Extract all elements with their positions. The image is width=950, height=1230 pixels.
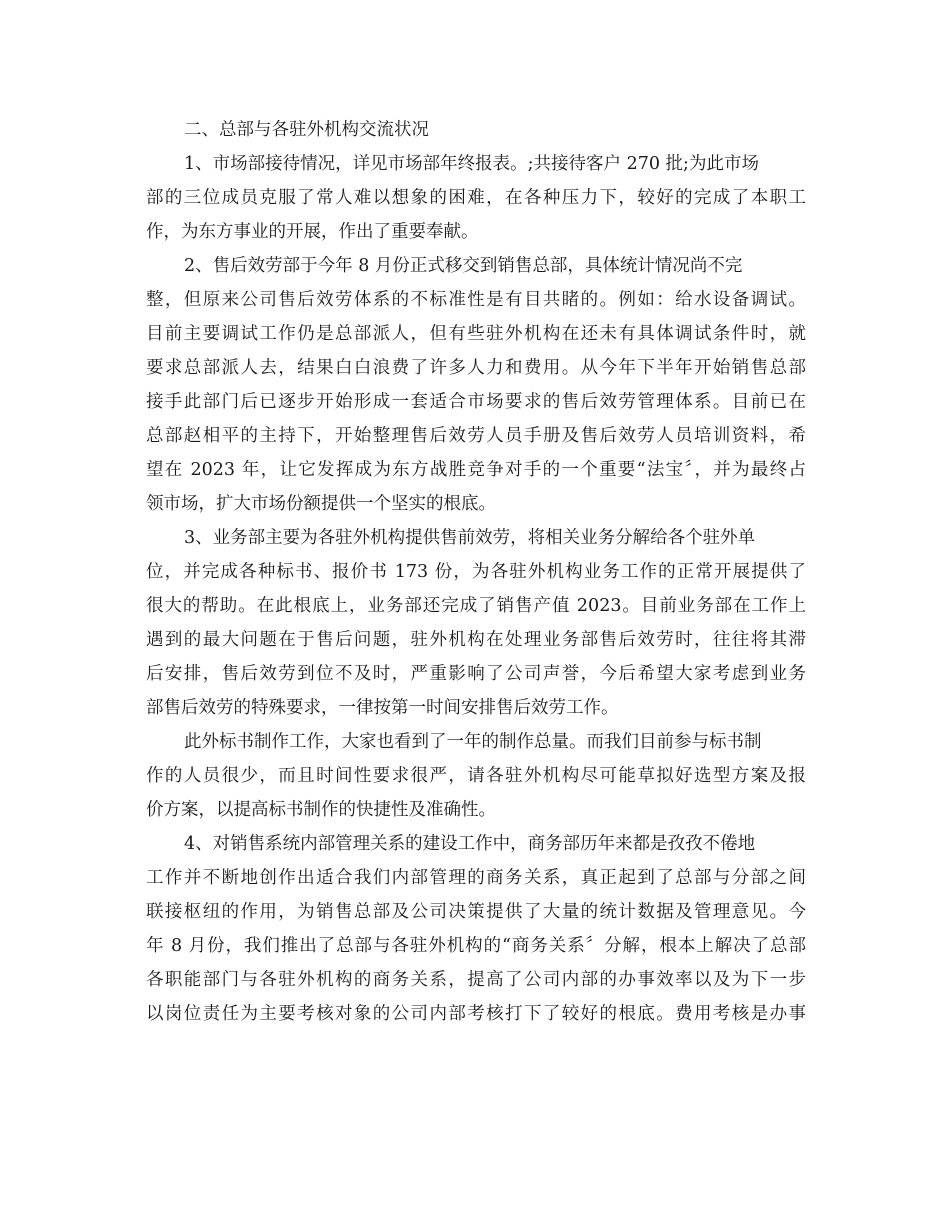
document-body: [146, 113, 806, 1031]
paragraph-line: 作，为东方事业的开展，作出了重要奉献。: [146, 222, 479, 242]
paragraph-line: 3、业务部主要为各驻外机构提供售前效劳，将相关业务分解给各个驻外单: [184, 528, 756, 548]
paragraph-line: 价方案，以提高标书制作的快捷性及准确性。: [146, 800, 496, 820]
paragraph-line: 年 8 月份，我们推出了总部与各驻外机构的“商务关系〞分解，根本上解决了总部: [146, 936, 806, 956]
paragraph-line: 部售后效劳的特殊要求，一律按第一时间安排售后效劳工作。: [146, 698, 619, 718]
paragraph-line: 4、对销售系统内部管理关系的建设工作中，商务部历年来都是孜孜不倦地: [184, 834, 756, 854]
paragraph-line: 目前主要调试工作仍是总部派人，但有些驻外机构在还未有具体调试条件时，就: [146, 324, 806, 344]
paragraph-commerce-department: [146, 827, 806, 1031]
paragraph-line: 遇到的最大问题在于售后问题，驻外机构在处理业务部售后效劳时，往往将其滞: [146, 630, 806, 650]
paragraph-line: 望在 2023 年，让它发挥成为东方战胜竞争对手的一个重要“法宝〞，并为最终占: [146, 460, 806, 480]
paragraph-bid-documents: [146, 725, 806, 827]
paragraph-after-sales-department: [146, 249, 806, 521]
paragraph-line: 部的三位成员克服了常人难以想象的困难，在各种压力下，较好的完成了本职工: [146, 188, 806, 208]
paragraph-line: 2、售后效劳部于今年 8 月份正式移交到销售总部，具体统计情况尚不完: [184, 256, 743, 276]
paragraph-line: 位，并完成各种标书、报价书 173 份，为各驻外机构业务工作的正常开展提供了: [146, 562, 806, 582]
paragraph-line: 作的人员很少，而且时间性要求很严，请各驻外机构尽可能草拟好选型方案及报: [146, 766, 806, 786]
paragraph-line: 很大的帮助。在此根底上，业务部还完成了销售产值 2023。目前业务部在工作上: [146, 596, 806, 616]
paragraph-line: 领市场，扩大市场份额提供一个坚实的根底。: [146, 494, 496, 514]
paragraph-line: 1、市场部接待情况，详见市场部年终报表。;共接待客户 270 批;为此市场: [184, 154, 759, 174]
paragraph-market-department: [146, 147, 806, 249]
paragraph-line: 以岗位责任为主要考核对象的公司内部考核打下了较好的根底。费用考核是办事: [146, 1004, 806, 1024]
paragraph-line: 总部赵相平的主持下，开始整理售后效劳人员手册及售后效劳人员培训资料，希: [146, 426, 806, 446]
paragraph-line: 后安排，售后效劳到位不及时，严重影响了公司声誉，今后希望大家考虑到业务: [146, 664, 806, 684]
paragraph-line: 接手此部门后已逐步开始形成一套适合市场要求的售后效劳管理体系。目前已在: [146, 392, 806, 412]
paragraph-line: 工作并不断地创作出适合我们内部管理的商务关系，真正起到了总部与分部之间: [146, 868, 806, 888]
paragraph-line: 整，但原来公司售后效劳体系的不标准性是有目共睹的。例如：给水设备调试。: [146, 290, 806, 310]
paragraph-line: 此外标书制作工作，大家也看到了一年的制作总量。而我们目前参与标书制: [184, 732, 762, 752]
paragraph-business-department: [146, 521, 806, 725]
section-title: 二、总部与各驻外机构交流状况: [184, 120, 429, 140]
paragraph-line: 各职能部门与各驻外机构的商务关系，提高了公司内部的办事效率以及为下一步: [146, 970, 806, 990]
paragraph-line: 要求总部派人去，结果白白浪费了许多人力和费用。从今年下半年开始销售总部: [146, 358, 806, 378]
paragraph-line: 联接枢纽的作用，为销售总部及公司决策提供了大量的统计数据及管理意见。今: [146, 902, 806, 922]
